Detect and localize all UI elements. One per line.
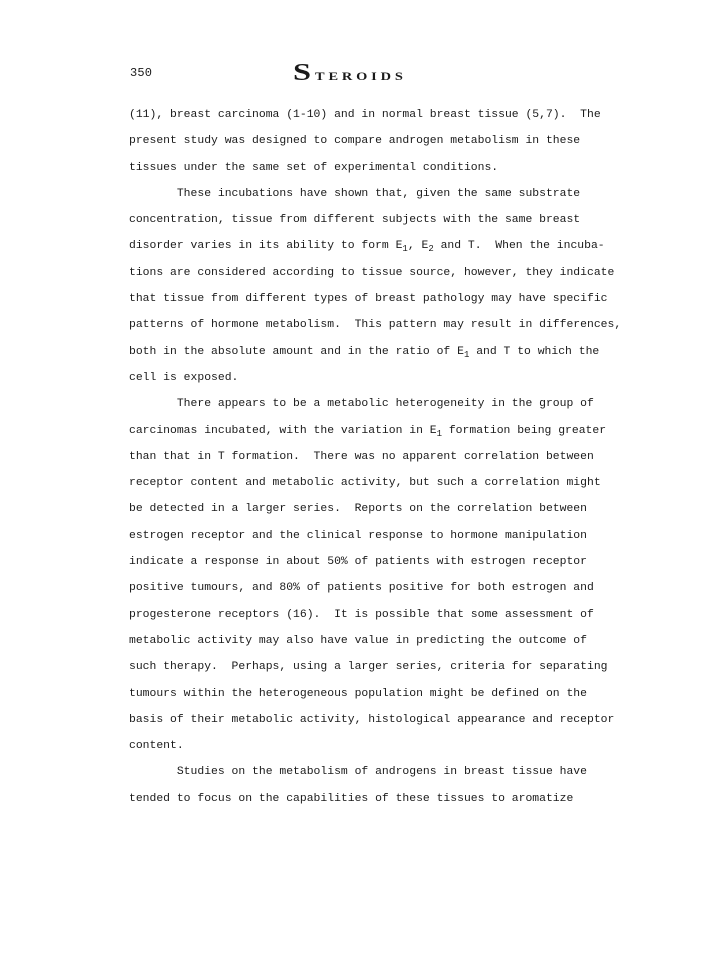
text-line: tumours within the heterogeneous population might be defined on the — [129, 687, 587, 700]
text-line: tissues under the same set of experimental conditions. — [129, 161, 499, 174]
text-line: disorder varies in its ability to form $E_1$, $E_2$ and T. When the incuba- — [129, 240, 605, 255]
text-line: that tissue from different types of breast pathology may have specific — [129, 293, 608, 306]
text-line: be detected in a larger series. Reports on the correlation between — [129, 503, 587, 516]
text-line: both in the absolute amount and in the ratio of $E_1$ and T to which the — [129, 345, 600, 360]
text-line: estrogen receptor and the clinical response to hormone manipulation — [129, 529, 587, 542]
text-line: than that in T formation. There was no apparent correlation between — [129, 450, 594, 463]
running-header — [130, 60, 590, 86]
text-line: tions are considered according to tissue source, however, they indicate — [129, 266, 615, 279]
text-line: cell is exposed. — [129, 371, 239, 384]
text-line: progesterone receptors (16). It is possible that some assessment of — [129, 608, 594, 621]
text-line: concentration, tissue from different subjects with the same breast — [129, 214, 581, 227]
text-line: These incubations have shown that, given the same substrate — [129, 187, 581, 200]
body-text — [129, 102, 622, 812]
text-line: positive tumours, and 80% of patients positive for both estrogen and — [129, 582, 594, 595]
text-line: Studies on the metabolism of androgens in breast tissue have — [129, 766, 587, 779]
journal-title — [293, 60, 408, 86]
text-line: such therapy. Perhaps, using a larger series, criteria for separating — [129, 661, 608, 674]
text-line: tended to focus on the capabilities of these tissues to aromatize — [129, 792, 574, 805]
text-line: (11), breast carcinoma (1-10) and in normal breast tissue (5,7). The — [129, 109, 601, 121]
text-line: indicate a response in about 50% of patients with estrogen receptor — [129, 556, 587, 569]
text-line: There appears to be a metabolic heterogeneity in the group of — [129, 398, 594, 411]
text-line: receptor content and metabolic activity, but such a correlation might — [129, 477, 601, 490]
journal-title-initial: S — [293, 60, 313, 86]
text-line: content. — [129, 740, 184, 753]
text-line: carcinomas incubated, with the variation in $E_1$ formation being greater — [129, 424, 607, 439]
text-line: present study was designed to compare androgen metabolism in these — [129, 135, 581, 148]
text-line: metabolic activity may also have value in predicting the outcome of — [129, 634, 587, 647]
text-line: basis of their metabolic activity, histological appearance and receptor — [129, 713, 615, 726]
journal-title-rest: TEROIDS — [315, 69, 408, 83]
page-number: 350 — [130, 66, 153, 80]
text-line: patterns of hormone metabolism. This pattern may result in differences, — [129, 319, 622, 332]
